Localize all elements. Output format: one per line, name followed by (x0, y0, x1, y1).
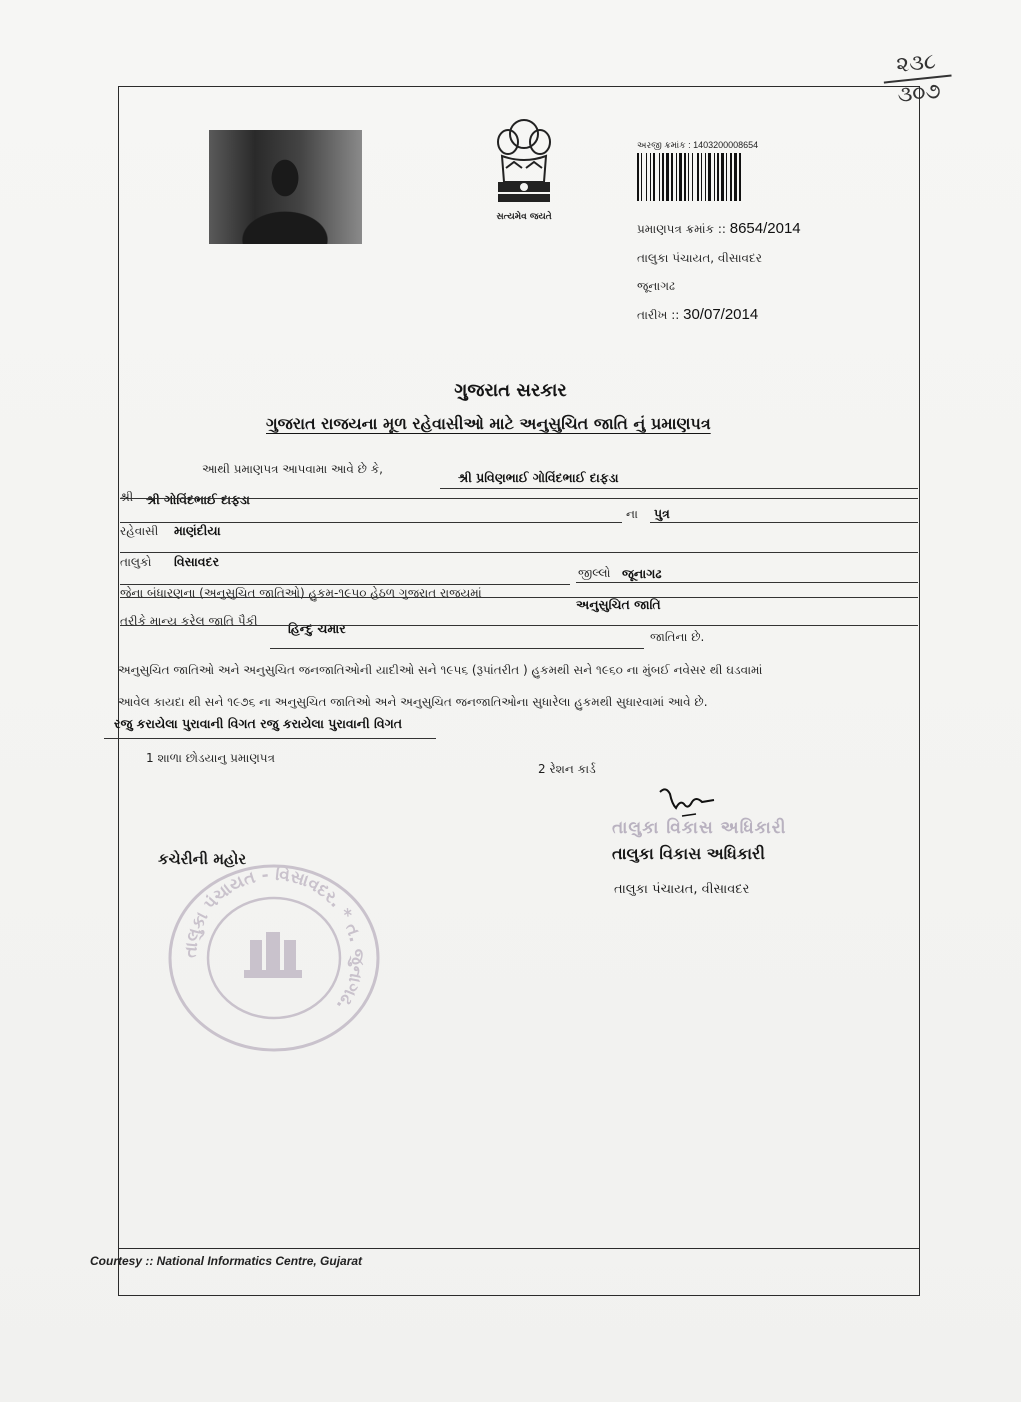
footer-divider (118, 1248, 920, 1249)
barcode-bar (679, 153, 682, 201)
issue-date-row (637, 306, 758, 323)
barcode-bar (662, 153, 664, 201)
taluka-label: તાલુકો (120, 555, 152, 569)
officer-signature-icon (656, 786, 716, 820)
barcode-bar (676, 153, 677, 201)
barcode-bar (701, 153, 702, 201)
order-text: જેના બંધારણના (અનુસુચિત જાતિઓ) હુકમ-૧૯૫૦ હેઠળ ગુજરાત રાજયમાં (120, 586, 482, 600)
parent-name-line (120, 498, 918, 499)
caste-suffix: જાતિના છે. (650, 630, 705, 644)
barcode-bar (721, 153, 724, 201)
barcode-bar (726, 153, 727, 201)
order-line (120, 597, 918, 598)
relation-line (650, 522, 918, 523)
caste-line (270, 648, 644, 649)
barcode-bar (641, 153, 642, 201)
evidence-item-1: 1 શાળા છોડયાનુ પ્રમાણપત્ર (146, 751, 275, 765)
recognized-text: તરીકે માન્ય કરેલ જાતિ પૈકી (120, 614, 258, 628)
office-seal-label: કચેરીની મહોર (158, 850, 247, 868)
certificate-border (118, 86, 920, 1296)
barcode-bar (653, 153, 655, 201)
amendment-paragraph-line2: આવેલ કાયદા થી સને ૧૯૭૬ ના અનુસુચિત જાતિઓ અને અનુસુચિત જનજાતિઓના સુધારેલા હુકમથી સુધારવામાં આવે છે. (118, 695, 708, 709)
certificate-number-row (637, 220, 801, 237)
barcode-bar (714, 153, 715, 201)
taluka-value: વિસાવદર (174, 554, 220, 569)
district-value: જૂનાગઢ (622, 566, 662, 581)
barcode-bar (688, 153, 689, 201)
office-seal-icon (166, 862, 382, 1054)
barcode-bar (666, 153, 669, 201)
emblem-motto: સત્યમેવ જયતે (496, 212, 552, 222)
application-number: અરજી ક્રમાંક : 1403200008654 (637, 140, 759, 150)
certificate-title: ગુજરાત રાજયના મૂળ રહેવાસીઓ માટે અનુસુચિત જાતિ નું પ્રમાણપત્ર (266, 414, 711, 433)
certificate-number-label: પ્રમાણપત્ર ક્રમાંક :: (637, 222, 726, 236)
seal-ring-text: તાલુકા પંચાયત - વિસાવદર. * ત. જુનાગઢ. (180, 864, 368, 1015)
na-label: ના (626, 507, 638, 521)
holder-name-line (440, 488, 918, 489)
national-emblem-icon (484, 112, 564, 208)
barcode-bar (730, 153, 732, 201)
barcode-bar (650, 153, 651, 201)
applicant-photo (209, 130, 362, 244)
amendment-paragraph-line1: અનુસુચિત જાતિઓ અને અનુસુચિત જનજાતિઓની યાદીઓ સને ૧૯૫૬ (રૂપાંતરીત ) હુકમથી સને ૧૯૬૦ ના મુંબઈ નવેસર થી ઘડવામાં (118, 663, 763, 677)
parent-name: શ્રી ગોવિંદભાઈ દાફડા (146, 492, 250, 507)
barcode-bar (659, 153, 660, 201)
officer-title: તાલુકા વિકાસ અધિકારી (612, 844, 765, 863)
officer-office: તાલુકા પંચાયત, વીસાવદર (614, 882, 750, 897)
barcode-bar (646, 153, 647, 201)
issuing-office: તાલુકા પંચાયત, વીસાવદર (637, 251, 762, 265)
relation: પુત્ર (654, 506, 670, 521)
issue-date: 30/07/2014 (683, 306, 759, 323)
holder-name: શ્રી પ્રવિણભાઈ ગોવિંદભાઈ દાફડા (458, 470, 619, 485)
government-title: ગુજરાત સરકાર (454, 380, 567, 401)
barcode-bar (671, 153, 673, 201)
barcode-bar (739, 153, 741, 201)
resident-label: રહેવાસી (120, 524, 159, 538)
shri-label: શ્રી (120, 490, 134, 504)
taluka-line (120, 552, 918, 553)
barcode-bar (717, 153, 719, 201)
header-district: જૂનાગઢ (637, 279, 675, 293)
issue-date-label: તારીખ :: (637, 308, 680, 322)
certificate-number: 8654/2014 (729, 220, 801, 237)
category-line (120, 625, 918, 626)
caste-value: હિન્દુ ચમાર (288, 621, 346, 636)
evidence-heading: રજુ કરાયેલા પુરાવાની વિગત રજુ કરાયેલા પુરાવાની વિગત (114, 716, 403, 731)
barcode-bar (684, 153, 686, 201)
barcode-bar (692, 153, 693, 201)
intro-text: આથી પ્રમાણપત્ર આપવામા આવે છે કે, (202, 462, 383, 476)
courtesy-footer: Courtesy :: National Informatics Centre, Gujarat (90, 1254, 363, 1268)
barcode-bar (734, 153, 737, 201)
barcode (637, 153, 817, 201)
taluka-end-line (120, 584, 570, 585)
corner-note-bottom: ૩૦૭ (896, 78, 942, 109)
barcode-bar (708, 153, 711, 201)
district-line (576, 582, 918, 583)
officer-stamp-impression: તાલુકા વિકાસ અધિકારી (612, 818, 787, 838)
village-name: માણંદીયા (174, 523, 221, 538)
barcode-bar (705, 153, 706, 201)
barcode-bar (697, 153, 699, 201)
evidence-heading-underline (104, 738, 436, 739)
barcode-bar (637, 153, 639, 201)
corner-note-top: ૨૩૮ (895, 49, 938, 79)
district-label: જીલ્લો (578, 566, 611, 580)
evidence-item-2: 2 રેશન કાર્ડ (538, 762, 596, 776)
village-line (120, 522, 622, 523)
category-value: અનુસુચિત જાતિ (576, 597, 661, 612)
